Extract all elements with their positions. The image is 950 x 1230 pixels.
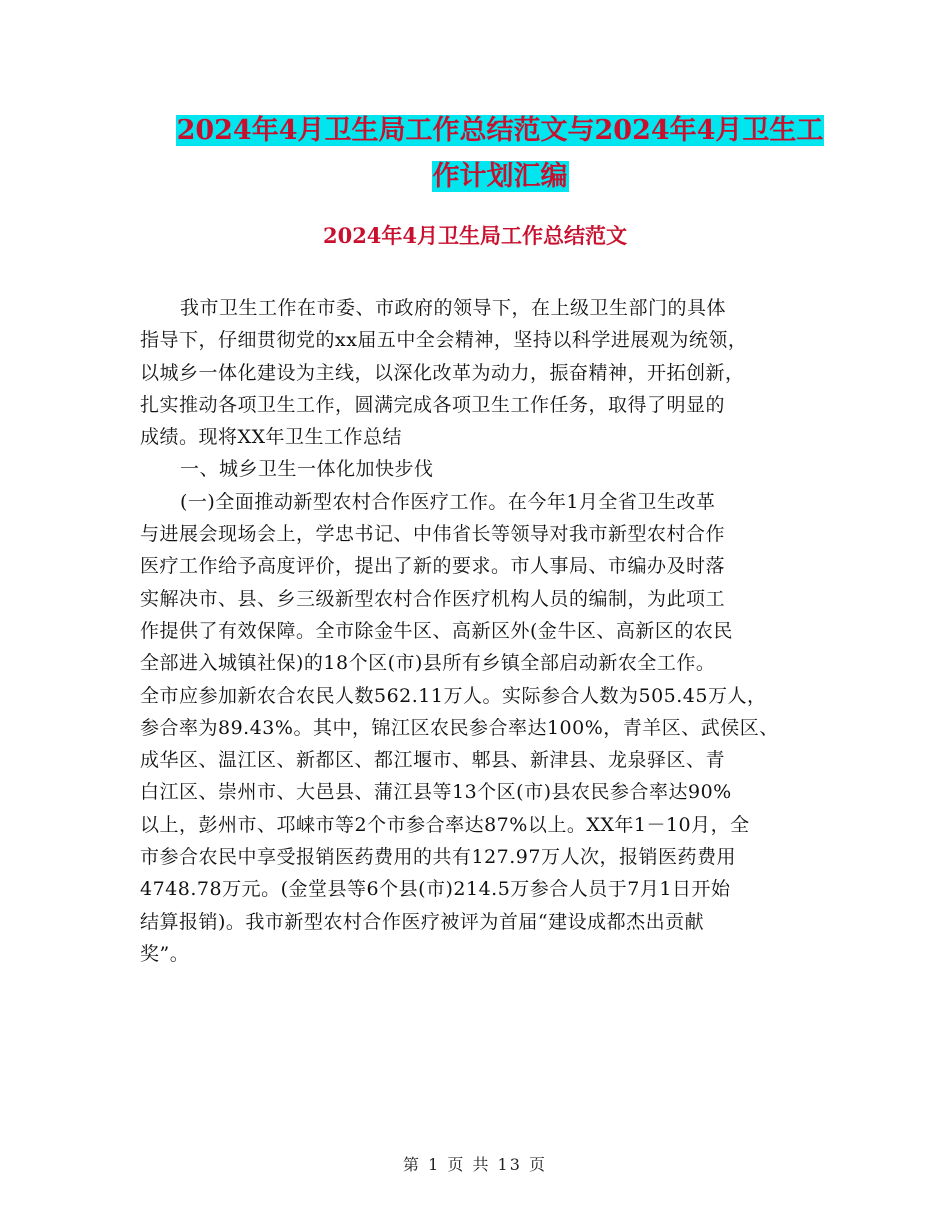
paragraph-line: 以城乡一体化建设为主线，以深化改革为动力，振奋精神，开拓创新， (140, 361, 745, 384)
paragraph-line: 结算报销)。我市新型农村合作医疗被评为首届“建设成都杰出贡献 (140, 910, 705, 933)
paragraph-line: 市参合农民中享受报销医药费用的共有127.97万人次，报销医药费用 (140, 846, 736, 869)
paragraph-line: 全市应参加新农合农民人数562.11万人。实际参合人数为505.45万人， (140, 684, 767, 707)
paragraph-line: 奖”。 (140, 942, 190, 965)
paragraph-line: 作提供了有效保障。全市除金牛区、高新区外(金牛区、高新区的农民 (140, 619, 733, 642)
paragraph-line: 以上，彭州市、邛崃市等2个市参合率达87%以上。XX年1－10月，全 (140, 813, 750, 836)
paragraph-line: (一)全面推动新型农村合作医疗工作。在今年1月全省卫生改革 (180, 490, 716, 513)
page-number-footer: 第 1 页 共 13 页 (403, 1155, 547, 1174)
paragraph-line: 成华区、温江区、新都区、都江堰市、郫县、新津县、龙泉驿区、青 (140, 749, 726, 772)
paragraph-line: 指导下，仔细贯彻党的xx届五中全会精神，坚持以科学进展观为统领， (140, 329, 748, 352)
paragraph-line: 实解决市、县、乡三级新型农村合作医疗机构人员的编制，为此项工 (140, 587, 726, 610)
title-line-2 (120, 154, 880, 200)
paragraph-line: 医疗工作给予高度评价，提出了新的要求。市人事局、市编办及时落 (140, 555, 726, 578)
paragraph-line: 全部进入城镇社保)的18个区(市)县所有乡镇全部启动新农全工作。 (140, 652, 716, 675)
title-line-2-text: 作计划汇编 (432, 161, 568, 192)
paragraph-line: 我市卫生工作在市委、市政府的领导下，在上级卫生部门的具体 (180, 297, 727, 319)
paragraph-line: 4748.78万元。(金堂县等6个县(市)214.5万参合人员于7月1日开始 (140, 878, 731, 901)
document-title (120, 108, 880, 200)
paragraph-line: 参合率为89.43%。其中，锦江区农民参合率达100%，青羊区、武侯区、 (140, 716, 779, 739)
paragraph-line: 与进展会现场会上，学忠书记、中伟省长等领导对我市新型农村合作 (140, 523, 726, 546)
title-line-1 (120, 108, 880, 154)
title-line-1-text: 2024年4月卫生局工作总结范文与2024年4月卫生工 (176, 115, 824, 146)
section-title: 2024年4月卫生局工作总结范文 (322, 223, 628, 248)
section-heading: 一、城乡卫生一体化加快步伐 (180, 458, 434, 481)
paragraph-line: 成绩。现将XX年卫生工作总结 (140, 426, 403, 449)
paragraph-line: 扎实推动各项卫生工作，圆满完成各项卫生工作任务，取得了明显的 (140, 393, 726, 416)
paragraph-line: 白江区、崇州市、大邑县、蒲江县等13个区(市)县农民参合率达90% (140, 781, 732, 804)
body-text (140, 292, 820, 970)
